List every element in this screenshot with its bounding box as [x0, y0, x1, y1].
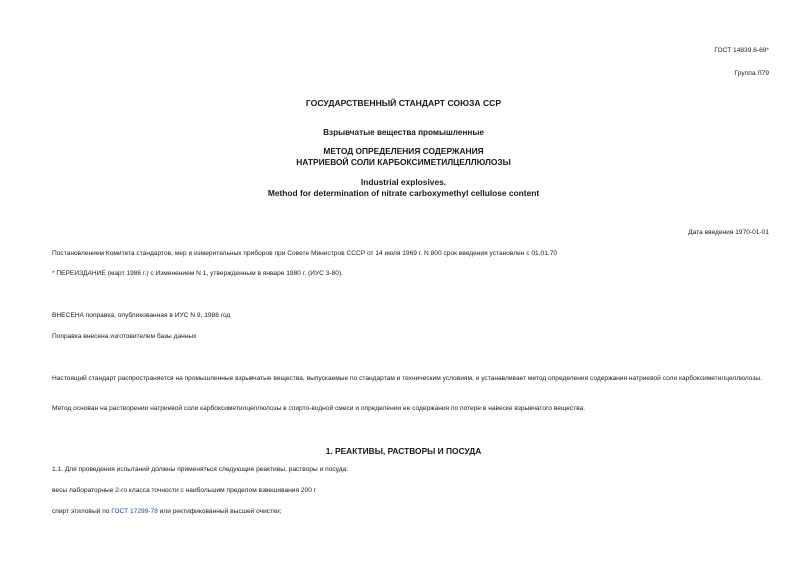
- gost-17299-78-link[interactable]: ГОСТ 17299-78: [111, 508, 158, 515]
- standard-category: Взрывчатые вещества промышленные: [323, 128, 484, 137]
- introduction-date: Дата введения 1970-01-01: [688, 229, 769, 236]
- method-title-line-1: МЕТОД ОПРЕДЕЛЕНИЯ СОДЕРЖАНИЯ: [323, 146, 484, 156]
- scales-item: весы лабораторные 2-го класса точности с наибольшим пределом взвешивания 200 г: [52, 487, 317, 494]
- doc-group: Группа Л79: [734, 70, 769, 77]
- scope-paragraph: Настоящий стандарт распространяется на промышленные взрывчатые вещества, выпускаемые по стандартам и техническим условиям, и устанавливает метод определения содержания натриевой соли карбоксиметилцеллюлозы.: [52, 375, 762, 382]
- state-standard-title: ГОСУДАРСТВЕННЫЙ СТАНДАРТ СОЮЗА ССР: [305, 98, 502, 108]
- reissue-text: * ПЕРЕИЗДАНИЕ (март 1986 г.) с Изменением N 1, утвержденным в январе 1980 г. (ИУС 3-80).: [52, 270, 343, 277]
- amendment-text: ВНЕСЕНА поправка, опубликованная в ИУС N 9, 1988 год: [52, 312, 231, 319]
- decree-text: Постановлением Комитета стандартов, мер и измерительных приборов при Совете Министров СССР от 14 июля 1969 г. N 800 срок введения установлен с 01.01.70: [52, 250, 558, 257]
- doc-number: ГОСТ 14839.6-69*: [714, 47, 769, 54]
- alcohol-item: [52, 508, 282, 515]
- alcohol-item-prefix: спирт этиловый по: [52, 508, 112, 515]
- amendment-note: Поправка внесена изготовителем базы данных: [52, 333, 197, 340]
- method-title-line-2: НАТРИЕВОЙ СОЛИ КАРБОКСИМЕТИЛЦЕЛЛЮЛОЗЫ: [296, 157, 511, 167]
- section-1-heading: 1. РЕАКТИВЫ, РАСТВОРЫ И ПОСУДА: [325, 446, 482, 456]
- method-paragraph: Метод основан на растворении натриевой соли карбоксиметилцеллюлозы в спирто-водной смеси и определении ее содержания по потере в навеске взрывчатого вещества.: [52, 405, 586, 412]
- alcohol-item-suffix: или ректификованный высшей очистки;: [157, 508, 282, 515]
- item-1-1-text: 1.1. Для проведения испытаний должны применяться следующие реактивы, растворы и посуда:: [52, 466, 349, 473]
- english-title-line-2: Method for determination of nitrate carboxymethyl cellulose content: [267, 188, 540, 198]
- english-title-line-1: Industrial explosives.: [360, 177, 447, 187]
